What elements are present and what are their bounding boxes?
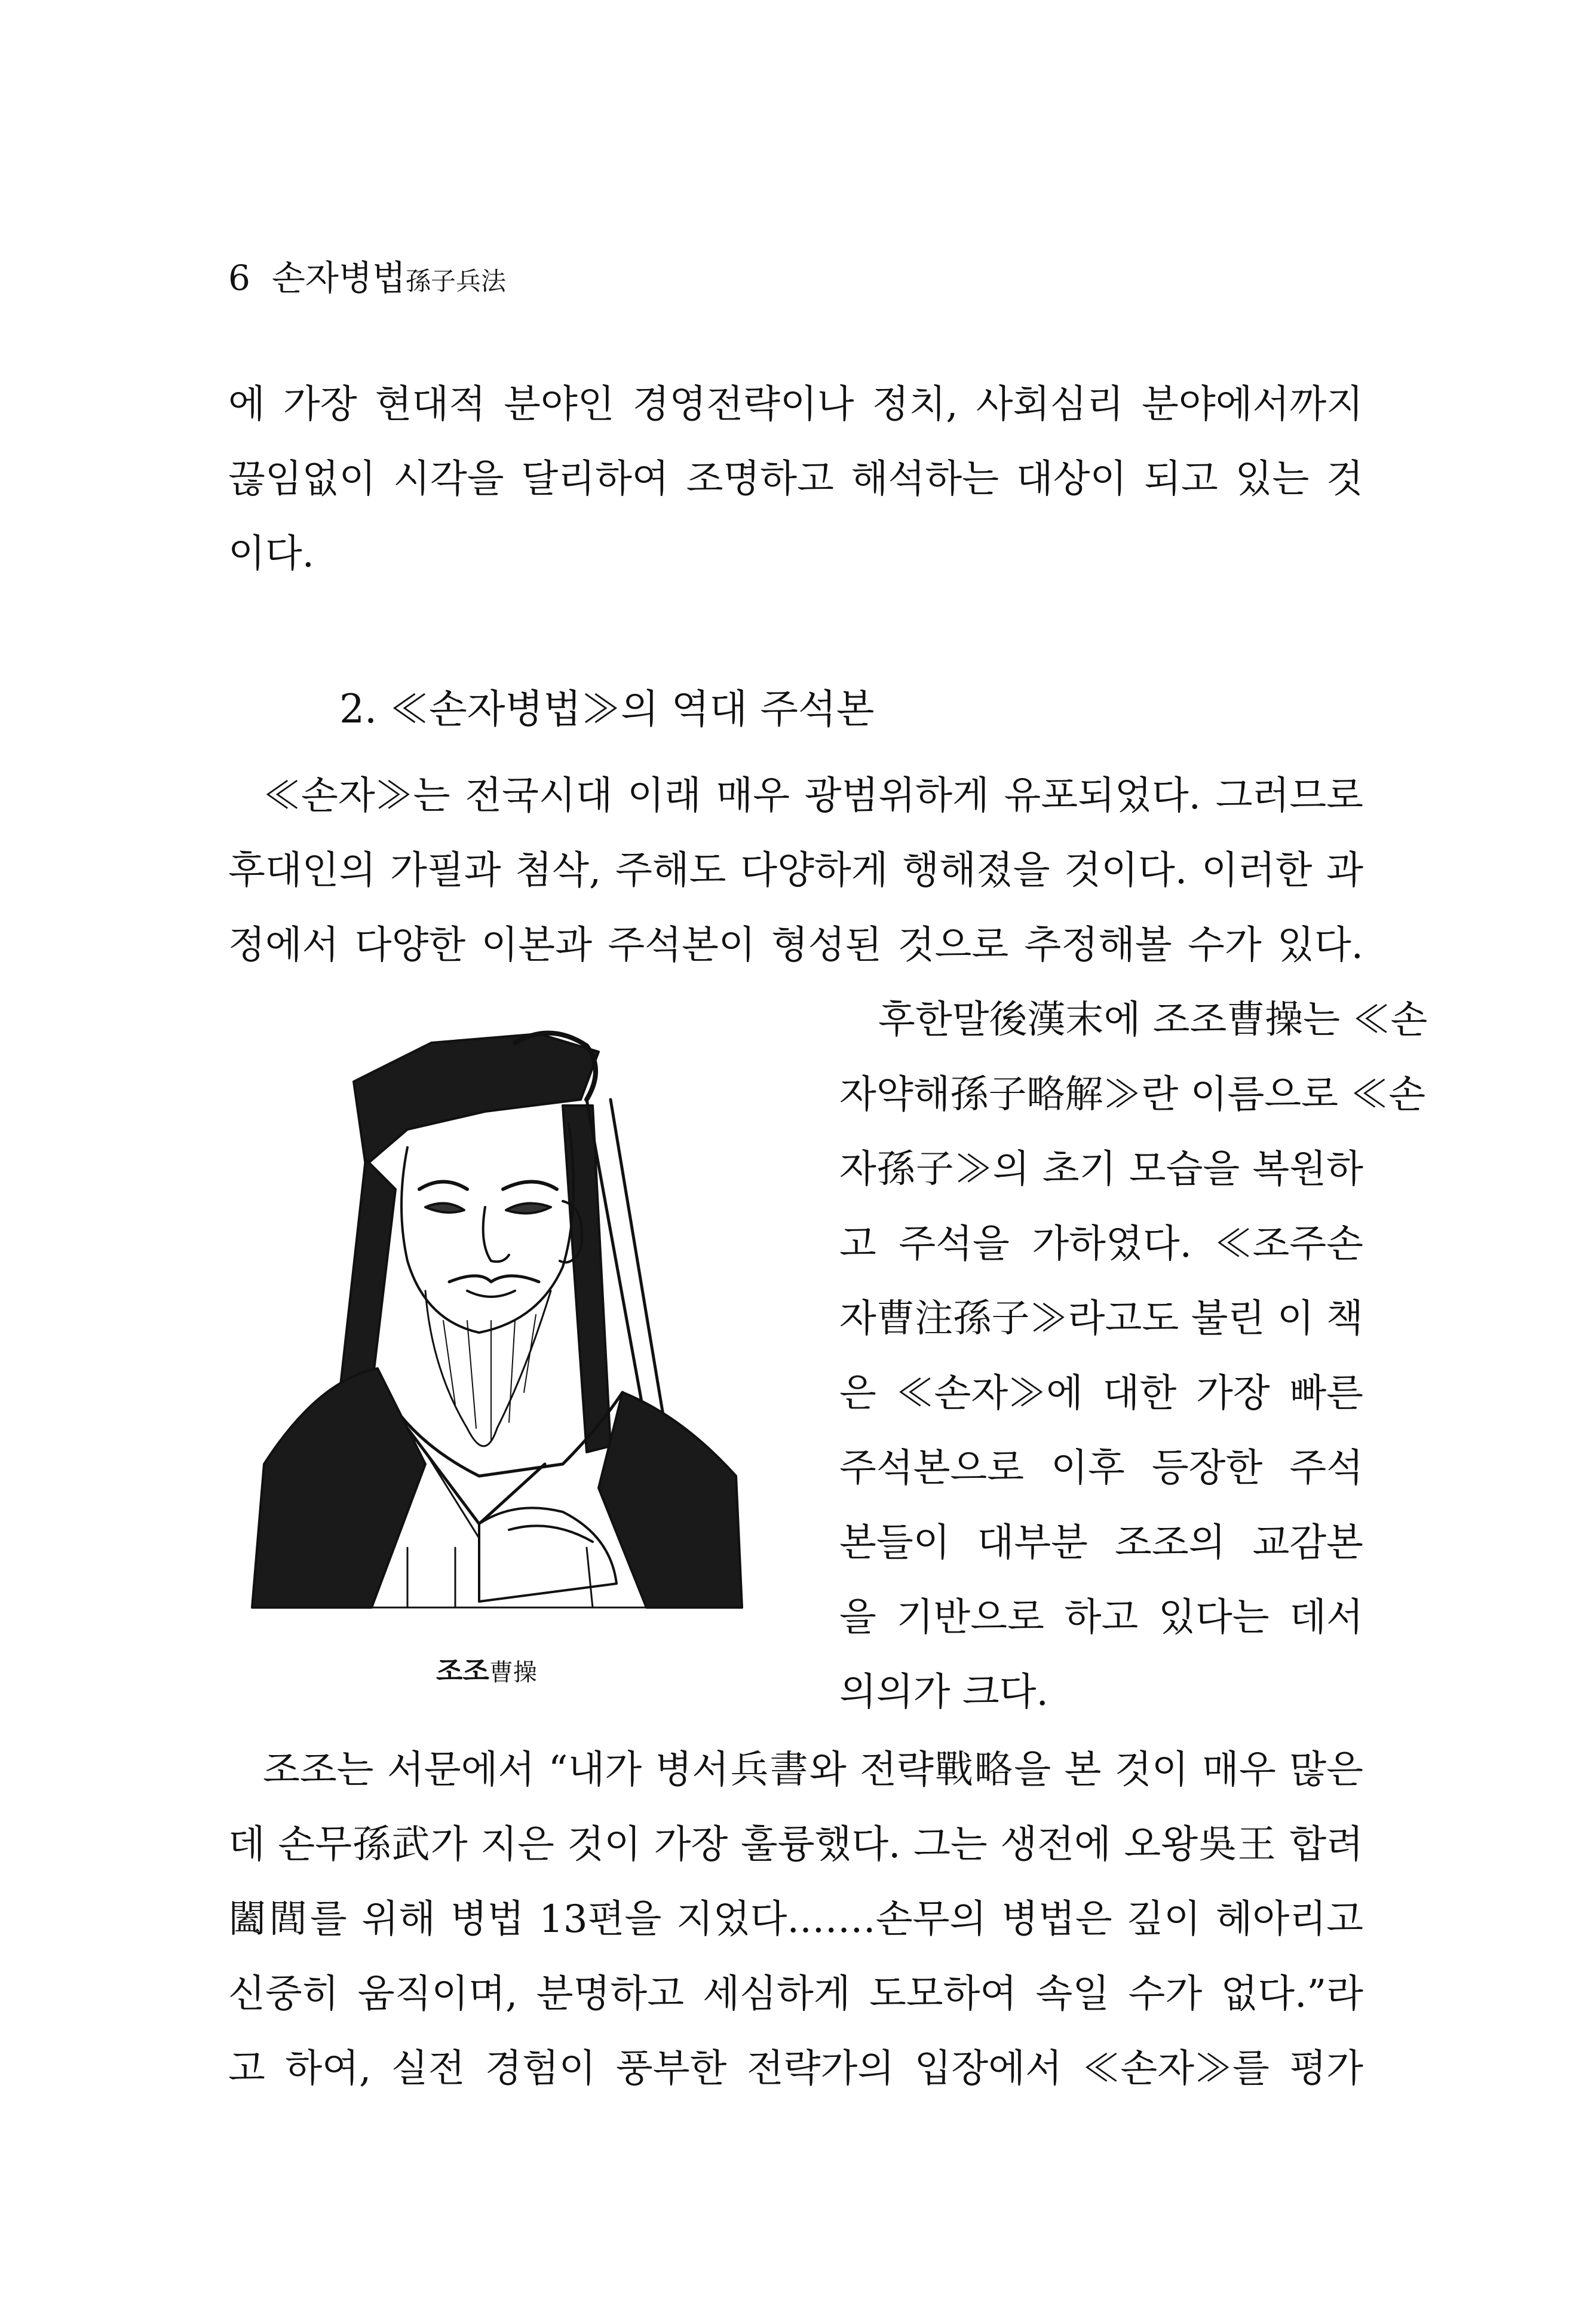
paragraph-line: 후한말後漢末에 조조曹操는 ≪손 bbox=[878, 998, 1428, 1042]
paragraph-line: 은 ≪손자≫에 대한 가장 빠른 bbox=[839, 1371, 1363, 1416]
paragraph-line: 을 기반으로 하고 있다는 데서 bbox=[839, 1596, 1363, 1640]
section-title: 2. ≪손자병법≫의 역대 주석본 bbox=[339, 686, 875, 732]
paragraph-line: 의의가 크다. bbox=[839, 1670, 1048, 1714]
running-title: 손자병법 bbox=[271, 258, 406, 298]
paragraph-line: 주석본으로 이후 등장한 주석 bbox=[839, 1446, 1363, 1490]
hat-shape bbox=[354, 1034, 599, 1165]
paragraph-line: 자약해孫子略解≫란 이름으로 ≪손 bbox=[839, 1073, 1426, 1117]
paragraph-line: 자曹注孫子≫라고도 불린 이 책 bbox=[839, 1297, 1363, 1341]
paragraph-line: 조조는 서문에서 “내가 병서兵書와 전략戰略을 본 것이 매우 많은 bbox=[263, 1748, 1363, 1792]
portrait-illustration bbox=[228, 1010, 766, 1637]
page-number: 6 bbox=[228, 258, 250, 298]
intro-line: 이다. bbox=[228, 532, 314, 576]
figure-caption bbox=[436, 1649, 537, 1689]
paragraph-line: 고 주석을 가하였다. ≪조주손 bbox=[839, 1222, 1363, 1266]
paragraph-line: 고 하여, 실전 경험이 풍부한 전략가의 입장에서 ≪손자≫를 평가 bbox=[228, 2047, 1363, 2091]
paragraph-line: 闔閭를 위해 병법 13편을 지었다.……손무의 병법은 깊이 헤아리고 bbox=[228, 1897, 1363, 1942]
page-header bbox=[228, 250, 506, 300]
caption-korean: 조조 bbox=[436, 1655, 489, 1687]
paragraph-line: 정에서 다양한 이본과 주석본이 형성된 것으로 추정해볼 수가 있다. bbox=[228, 923, 1363, 967]
intro-line: 에 가장 현대적 분야인 경영전략이나 정치, 사회심리 분야에서까지 bbox=[228, 382, 1363, 427]
intro-line: 끊임없이 시각을 달리하여 조명하고 해석하는 대상이 되고 있는 것 bbox=[228, 457, 1363, 501]
running-title-hanja: 孫子兵法 bbox=[406, 267, 507, 296]
paragraph-line: 후대인의 가필과 첨삭, 주해도 다양하게 행해졌을 것이다. 이러한 과 bbox=[228, 849, 1363, 893]
paragraph-line: ≪손자≫는 전국시대 이래 매우 광범위하게 유포되었다. 그러므로 bbox=[263, 774, 1363, 818]
paragraph-line: 본들이 대부분 조조의 교감본 bbox=[839, 1521, 1363, 1565]
caption-hanja: 曹操 bbox=[489, 1659, 537, 1686]
paragraph-line: 데 손무孫武가 지은 것이 가장 훌륭했다. 그는 생전에 오왕吳王 합려 bbox=[228, 1823, 1363, 1867]
paragraph-line: 자孫子≫의 초기 모습을 복원하 bbox=[839, 1147, 1363, 1192]
paragraph-line: 신중히 움직이며, 분명하고 세심하게 도모하여 속일 수가 없다.”라 bbox=[228, 1972, 1363, 2016]
